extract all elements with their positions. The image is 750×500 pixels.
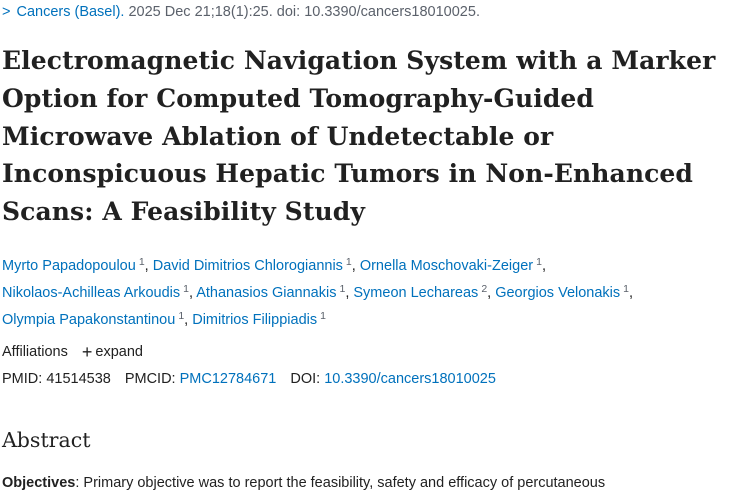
author-item: Olympia Papakonstantinou $^1$, bbox=[2, 310, 189, 328]
author-item: Nikolaos-Achilleas Arkoudis $^1$, bbox=[2, 283, 193, 301]
affiliation-marker[interactable]: 1 bbox=[536, 256, 542, 268]
author-list bbox=[2, 253, 747, 334]
author-link[interactable]: David Dimitrios Chlorogiannis bbox=[152, 258, 343, 274]
affiliation-marker[interactable]: 1 bbox=[345, 256, 352, 268]
expand-label: expand bbox=[95, 344, 143, 360]
affiliation-marker[interactable]: 1 bbox=[178, 310, 185, 322]
journal-link[interactable]: Cancers (Basel). bbox=[16, 4, 125, 20]
doi-link[interactable]: 10.3390/cancers18010025 bbox=[324, 371, 496, 387]
author-link[interactable]: Georgios Velonakis bbox=[495, 285, 621, 301]
author-item: Ornella Moschovaki-Zeiger $^1$, bbox=[359, 256, 546, 274]
author-item: David Dimitrios Chlorogiannis $^1$, bbox=[152, 256, 356, 274]
author-item bbox=[192, 312, 326, 328]
author-item: Athanasios Giannakis $^1$, bbox=[196, 283, 350, 301]
affiliation-marker[interactable]: 1 bbox=[623, 283, 629, 295]
affiliation-marker[interactable]: 2 bbox=[481, 283, 488, 295]
author-item: Symeon Lechareas $^2$, bbox=[353, 283, 492, 301]
abstract-heading: Abstract bbox=[2, 428, 91, 452]
citation-text: 2025 Dec 21;18(1):25. doi: 10.3390/cancers18010025. bbox=[128, 4, 480, 20]
pmcid-link[interactable]: PMC12784671 bbox=[179, 371, 277, 387]
affiliation-marker[interactable]: 1 bbox=[339, 283, 346, 295]
affiliation-marker[interactable]: 1 bbox=[320, 310, 326, 322]
author-link[interactable]: Olympia Papakonstantinou bbox=[2, 312, 176, 328]
author-item: Georgios Velonakis $^1$, bbox=[495, 283, 634, 301]
author-link[interactable]: Myrto Papadopoulou bbox=[2, 258, 136, 274]
author-link[interactable]: Dimitrios Filippiadis bbox=[192, 312, 318, 328]
affiliations-label: Affiliations bbox=[2, 344, 68, 360]
pmcid-label: PMCID: bbox=[124, 371, 176, 387]
chevron-right-icon: > bbox=[2, 4, 11, 20]
plus-icon: + bbox=[81, 342, 93, 362]
affiliations-expand-button[interactable] bbox=[82, 344, 143, 360]
pmid-value: 41514538 bbox=[46, 371, 111, 387]
author-link[interactable]: Athanasios Giannakis bbox=[196, 285, 337, 301]
doi-label: DOI: bbox=[290, 371, 321, 387]
identifiers-row bbox=[2, 371, 496, 387]
affiliation-marker[interactable]: 1 bbox=[138, 256, 145, 268]
objectives-label: Objectives bbox=[2, 475, 76, 491]
article-title: Electromagnetic Navigation System with a Marker Option for Computed Tomography-Guided Microwave Ablation of Undetectable or Inconspicuous Hepatic Tumors in Non-Enhanced Scans: A Feasibility Study bbox=[2, 46, 716, 227]
journal-citation-line bbox=[2, 4, 480, 20]
abstract-objectives bbox=[2, 470, 742, 496]
affiliations-row bbox=[2, 342, 143, 363]
author-link[interactable]: Nikolaos-Achilleas Arkoudis bbox=[2, 285, 181, 301]
objectives-text: : Primary objective was to report the feasibility, safety and efficacy of percutaneous bbox=[75, 475, 606, 491]
pmid-label: PMID: bbox=[2, 371, 43, 387]
author-link[interactable]: Symeon Lechareas bbox=[353, 285, 479, 301]
affiliation-marker[interactable]: 1 bbox=[183, 283, 189, 295]
author-item: Myrto Papadopoulou $^1$, bbox=[2, 256, 149, 274]
author-link[interactable]: Ornella Moschovaki-Zeiger bbox=[359, 258, 534, 274]
